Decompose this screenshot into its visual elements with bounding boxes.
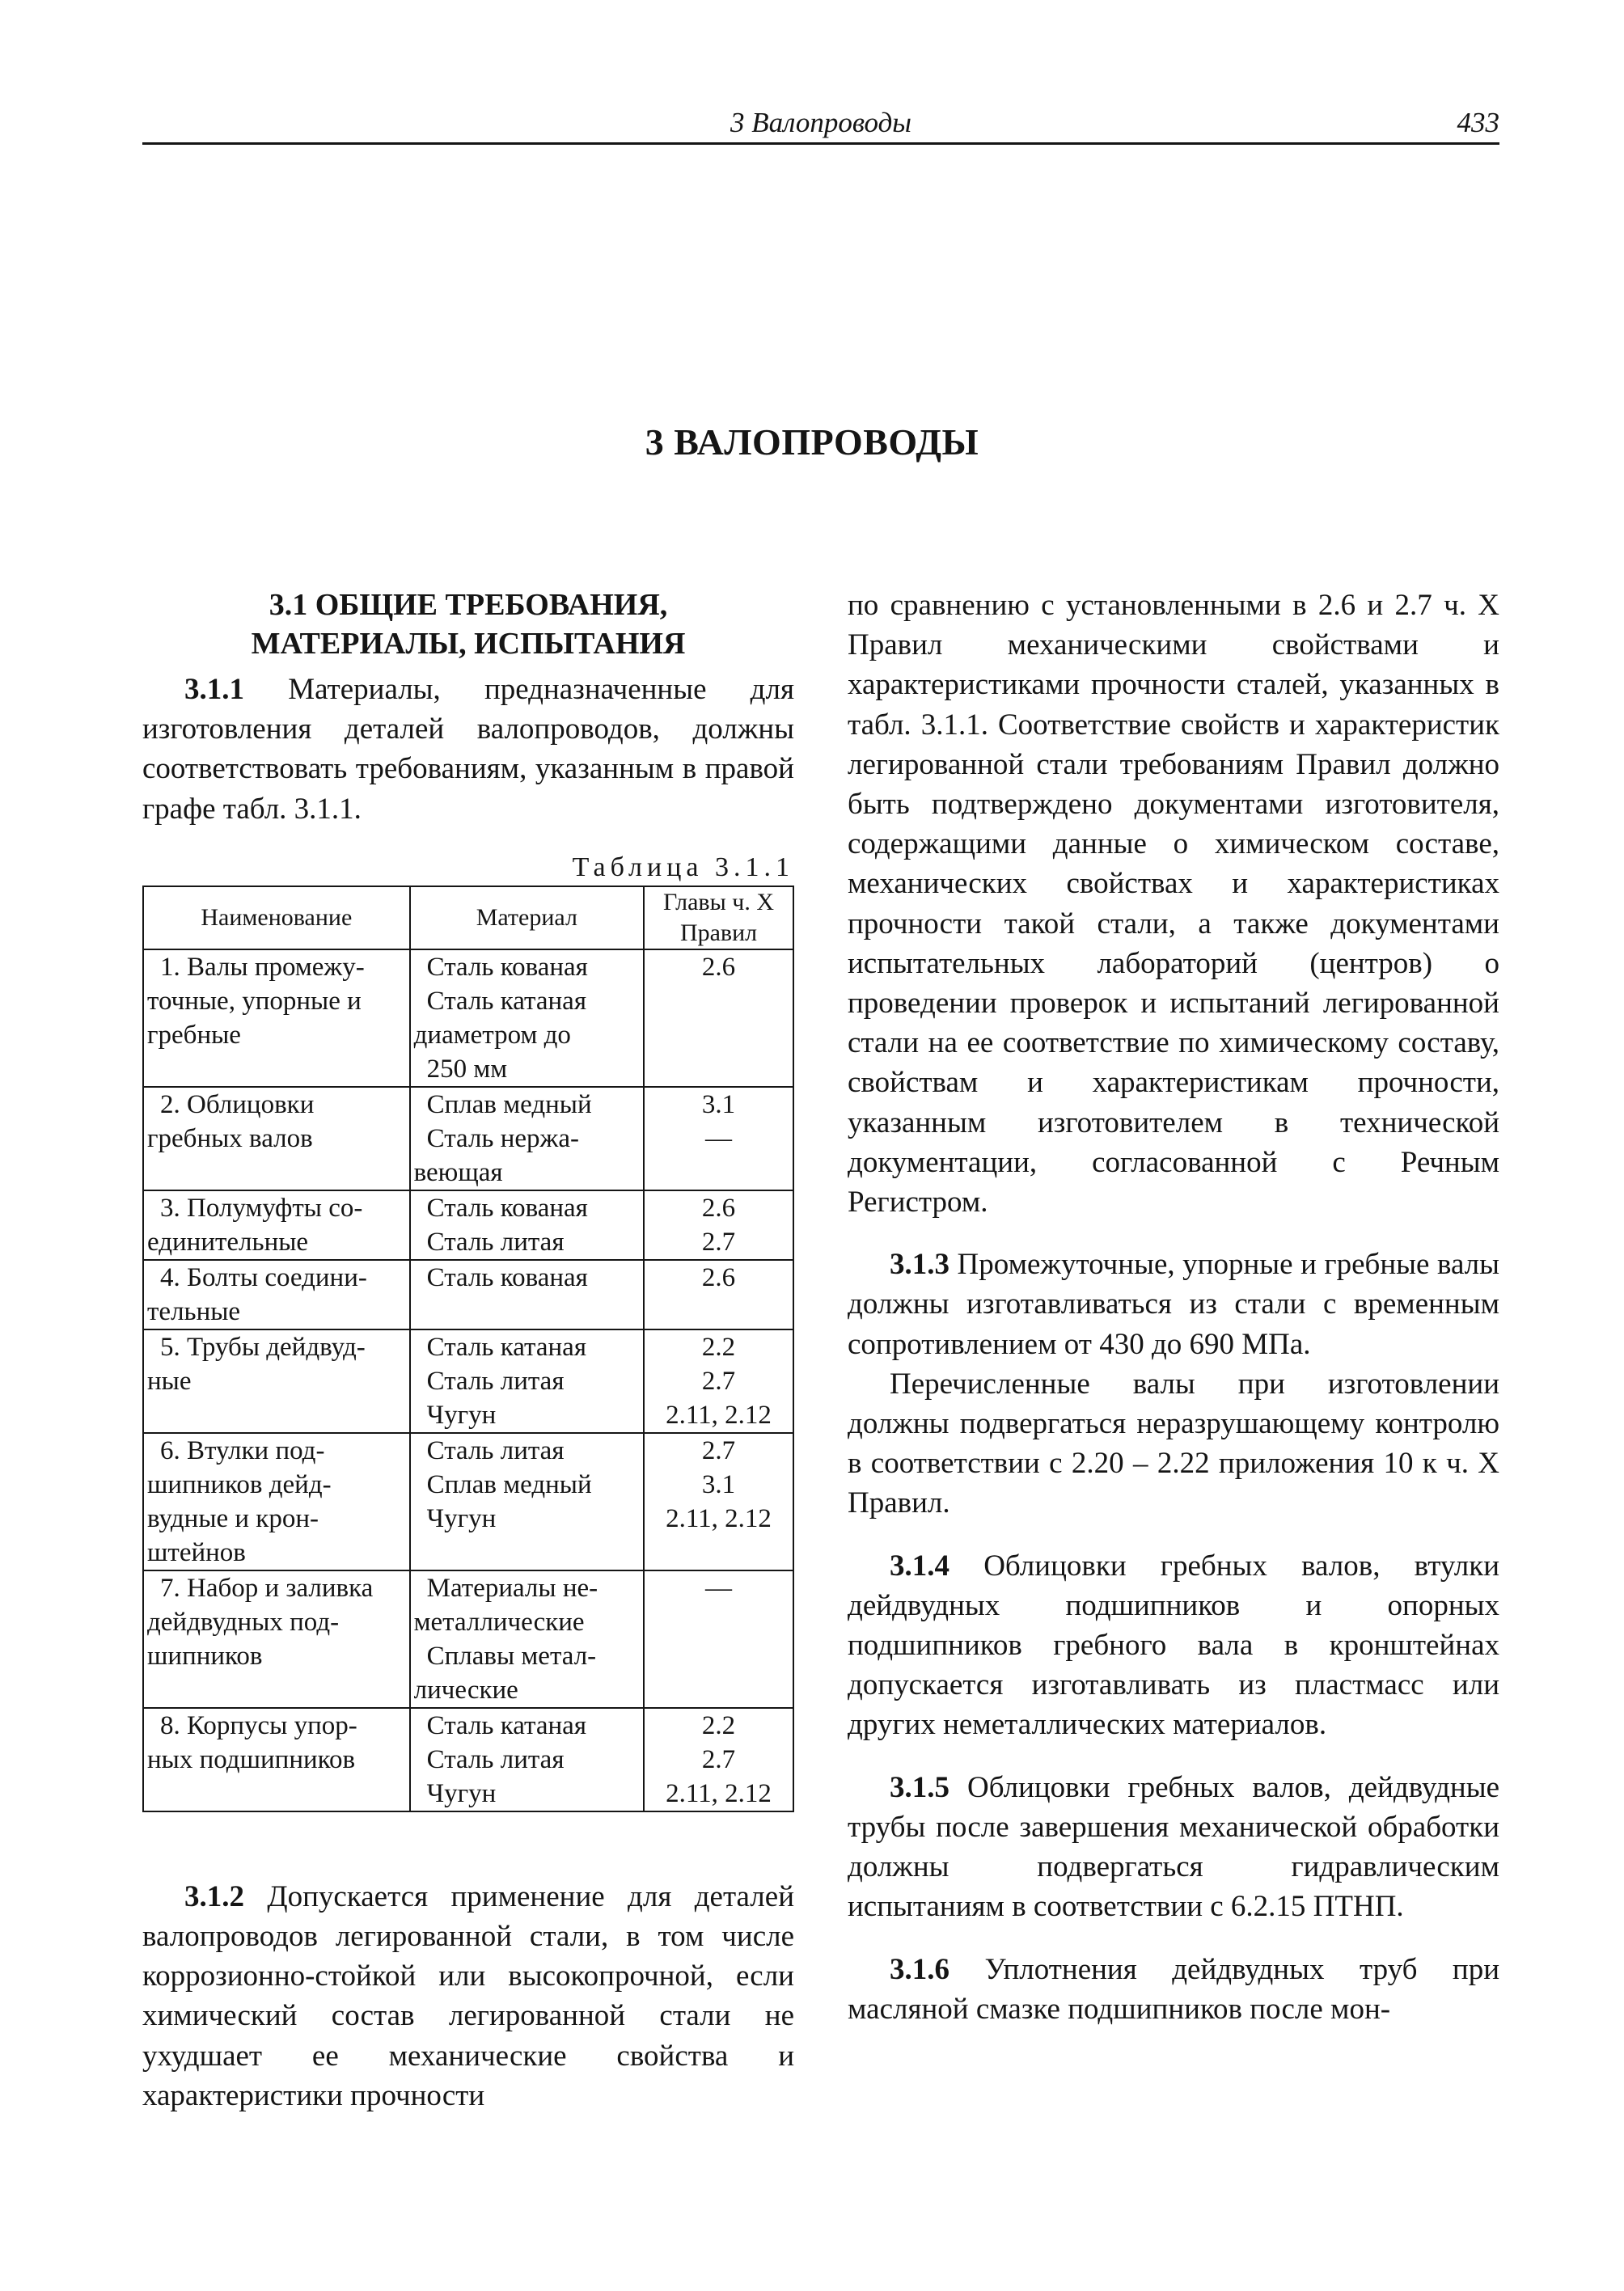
right-column xyxy=(848,585,1499,2029)
paragraph-3-1-1: 3.1.1 Материалы, предназначенные для изготовления деталей валопроводов, должны соответствовать требованиям, указанным в правой графе табл. 3.1.1. xyxy=(142,673,794,826)
clause-number: 3.1.4 xyxy=(890,1549,949,1583)
table-row xyxy=(143,1190,793,1260)
table-cell-name: 2. Облицовки гребных валов xyxy=(143,1087,410,1190)
table-cell-refs: 3.1 — xyxy=(644,1087,793,1190)
table-cell-name: 1. Валы промежу- точные, упорные и гребные xyxy=(143,949,410,1087)
running-header-title: 3 Валопроводы xyxy=(730,107,911,138)
table-row xyxy=(143,1329,793,1433)
clause-number: 3.1.5 xyxy=(890,1770,949,1804)
table-row xyxy=(143,1708,793,1811)
table-cell-name: 4. Болты соедини- тельные xyxy=(143,1260,410,1329)
table-cell-refs: 2.6 2.7 xyxy=(644,1190,793,1260)
paragraph-3-1-5: 3.1.5 Облицовки гребных валов, дейдвудные трубы после завершения механической обработки должны подвергаться гидравлическим испытаниям в соответствии с 6.2.15 ПТНП. xyxy=(848,1770,1500,1924)
table-cell-refs: 2.6 xyxy=(644,1260,793,1329)
clause-number: 3.1.6 xyxy=(890,1952,949,1986)
page-number: 433 xyxy=(1457,107,1499,138)
table-cell-material: Сталь кованая xyxy=(410,1260,644,1329)
running-header xyxy=(142,104,1499,145)
chapter-title: 3 ВАЛОПРОВОДЫ xyxy=(645,421,979,463)
materials-table xyxy=(142,886,794,1812)
table-cell-refs: — xyxy=(644,1570,793,1708)
clause-number: 3.1.1 xyxy=(184,673,244,706)
table-cell-material: Сталь катаная Сталь литая Чугун xyxy=(410,1329,644,1433)
table-body xyxy=(143,949,793,1811)
table-row xyxy=(143,1570,793,1708)
table-cell-refs: 2.6 xyxy=(644,949,793,1087)
table-header-chapters: Главы ч. Х Правил xyxy=(644,886,793,949)
clause-number: 3.1.3 xyxy=(890,1248,949,1282)
table-cell-material: Сталь кованая Сталь катаная диаметром до 250 мм xyxy=(410,949,644,1087)
table-row xyxy=(143,949,793,1087)
table-header-material: Материал xyxy=(410,886,644,949)
table-cell-refs: 2.2 2.7 2.11, 2.12 xyxy=(644,1329,793,1433)
table-cell-name: 7. Набор и заливка дейдвудных под- шипников xyxy=(143,1570,410,1708)
paragraph-3-1-3: 3.1.3 Промежуточные, упорные и гребные валы должны изготавливаться из стали с временным сопротивлением от 430 до 690 МПа. xyxy=(848,1248,1500,1361)
table-cell-material: Сталь катаная Сталь литая Чугун xyxy=(410,1708,644,1811)
left-column xyxy=(142,585,794,2116)
table-cell-name: 5. Трубы дейдвуд- ные xyxy=(143,1329,410,1433)
table-caption: Таблица 3.1.1 xyxy=(572,852,794,882)
table-cell-name: 3. Полумуфты со- единительные xyxy=(143,1190,410,1260)
table-cell-material: Материалы не- металлические Сплавы метал- лические xyxy=(410,1570,644,1708)
table-cell-material: Сталь кованая Сталь литая xyxy=(410,1190,644,1260)
table-cell-name: 8. Корпусы упор- ных подшипников xyxy=(143,1708,410,1811)
paragraph-3-1-2-continued: по сравнению с установленными в 2.6 и 2.7 ч. Х Правил механическими свойствами и характеристиками прочности сталей, указанных в табл. 3.1.1. Соответствие свойств и характеристик легированной стали требованиям Правил должно быть подтверждено документами изготовителя, содержащими данные о химическом составе, механических свойствах и характеристиках прочности такой стали, а также документами испытательных лабораторий (центров) о проведении проверок и испытаний легированной стали на ее соответствие по химическому составу, свойствам и характеристикам прочности, указанным изготовителем в технической документации, согласованной с Речным Регистром. xyxy=(848,589,1499,1219)
paragraph-3-1-4: 3.1.4 Облицовки гребных валов, втулки дейдвудных подшипников и опорных подшипников гребного вала в кронштейнах допускается изготавливать из пластмасс или других неметаллических материалов. xyxy=(848,1549,1500,1742)
table-cell-refs: 2.7 3.1 2.11, 2.12 xyxy=(644,1433,793,1570)
table-row xyxy=(143,1433,793,1570)
table-row xyxy=(143,1087,793,1190)
paragraph-3-1-2: 3.1.2 Допускается применение для деталей валопроводов легированной стали, в том числе коррозионно-стойкой или высокопрочной, если химический состав легированной стали не ухудшает ее механические свойства и характеристики прочности xyxy=(142,1879,794,2112)
table-header-name: Наименование xyxy=(143,886,410,949)
section-title: 3.1 ОБЩИЕ ТРЕБОВАНИЯ, МАТЕРИАЛЫ, ИСПЫТАНИЯ xyxy=(251,588,686,661)
paragraph-3-1-6: 3.1.6 Уплотнения дейдвудных труб при масляной смазке подшипников после мон- xyxy=(848,1952,1500,2026)
clause-number: 3.1.2 xyxy=(184,1879,244,1913)
table-header-row xyxy=(143,886,793,949)
table-row xyxy=(143,1260,793,1329)
table-cell-material: Сталь литая Сплав медный Чугун xyxy=(410,1433,644,1570)
paragraph-3-1-3-second: Перечисленные валы при изготовлении должны подвергаться неразрушающему контролю в соответствии с 2.20 – 2.22 приложения 10 к ч. Х Правил. xyxy=(848,1367,1499,1520)
table-cell-refs: 2.2 2.7 2.11, 2.12 xyxy=(644,1708,793,1811)
table-cell-name: 6. Втулки под- шипников дейд- вудные и крон- штейнов xyxy=(143,1433,410,1570)
table-cell-material: Сплав медный Сталь нержа- веющая xyxy=(410,1087,644,1190)
